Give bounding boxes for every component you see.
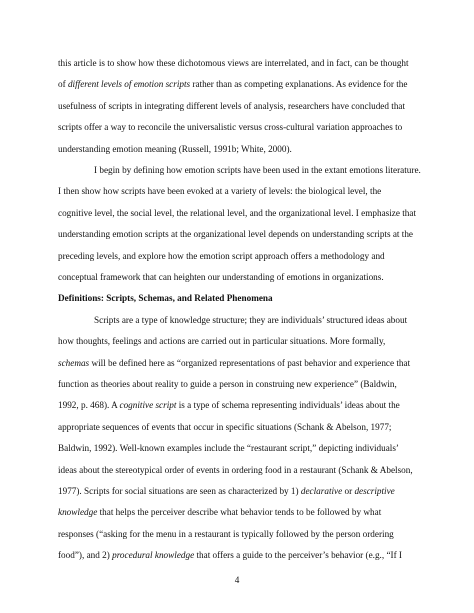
page-number: 4 (234, 575, 240, 585)
text-line (58, 378, 397, 390)
text-line (94, 314, 407, 326)
text-run: how thoughts, feelings and actions are carried out in particular situations. More formally, (58, 336, 386, 347)
text-line (58, 185, 381, 197)
text-line (58, 207, 416, 219)
text-line (58, 121, 402, 133)
text-line (58, 271, 384, 283)
text-run: 1977). Scripts for social situations are seen as characterized by 1) (58, 486, 301, 496)
text-line (58, 464, 413, 476)
text-line (58, 57, 409, 69)
text-run: food”), and 2) (58, 550, 113, 561)
italic-run: knowledge (58, 507, 98, 518)
text-run: 1992, p. 468). A (58, 400, 120, 411)
italic-run: different levels of emotion scripts (67, 79, 191, 90)
text-run: of (58, 79, 68, 90)
section-heading: Definitions: Scripts, Schemas, and Related Phenomena (58, 293, 273, 304)
text-line (58, 528, 394, 540)
text-run: rather than as competing explanations. As evidence for the (190, 79, 408, 90)
text-run: conceptual framework that can heighten our understanding of emotions in organizations. (58, 272, 384, 282)
text-run: ideas about the stereotypical order of events in ordering food in a restaurant (Schank & Abelson, (58, 464, 413, 475)
text-line (58, 485, 395, 497)
text-line (58, 399, 400, 411)
text-run: understanding emotion meaning (Russell, 1991b; White, 2000). (58, 143, 292, 154)
text-line (58, 78, 407, 90)
text-run: I then show how scripts have been evoked at a variety of levels: the biological level, the (58, 186, 382, 197)
italic-run: descriptive (354, 486, 395, 496)
text-line (58, 549, 402, 561)
italic-run: schemas (58, 357, 90, 368)
text-line (58, 335, 385, 347)
text-line (58, 506, 381, 518)
text-run: Scripts are a type of knowledge structure; they are individuals’ structured ideas about (94, 314, 408, 325)
text-run: will be defined here as “organized representations of past behavior and experience that (89, 357, 411, 368)
text-line (58, 421, 391, 433)
text-line (58, 100, 405, 112)
text-line (58, 442, 399, 454)
text-run: understanding emotion scripts at the organizational level depends on understanding scripts at the (58, 229, 413, 240)
text-line (58, 250, 385, 262)
text-run: that offers a guide to the perceiver’s behavior (e.g., “If I (194, 550, 402, 561)
text-run: usefulness of scripts in integrating different levels of analysis, researchers have concluded that (58, 100, 406, 111)
text-run: responses (“asking for the menu in a restaurant is typically followed by the person ordering (58, 528, 394, 539)
text-run: is a type of schema representing individuals’ ideas about the (176, 400, 400, 411)
text-run: scripts offer a way to reconcile the universalistic versus cross-cultural variation approaches to (58, 122, 403, 133)
text-line (94, 164, 421, 176)
text-run: that helps the perceiver describe what behavior tends to be followed by what (97, 507, 382, 518)
text-run: appropriate sequences of events that occur in specific situations (Schank & Abelson, 1977; (58, 421, 392, 432)
text-line (58, 357, 410, 369)
italic-run: cognitive script (119, 400, 177, 411)
text-run: function as theories about reality to guide a person in construing new experience” (Baldwin, (58, 379, 397, 389)
text-run: or (342, 486, 355, 496)
text-run: this article is to show how these dichotomous views are interrelated, and in fact, can be thought (58, 58, 409, 68)
text-run: cognitive level, the social level, the relational level, and the organizational level. I emphasize that (58, 207, 417, 218)
text-run: I begin by defining how emotion scripts have been used in the extant emotions literature. (94, 165, 421, 175)
text-run: preceding levels, and explore how the emotion script approach offers a methodology and (58, 250, 385, 261)
italic-run: declarative (300, 486, 343, 496)
italic-run: procedural knowledge (112, 550, 195, 561)
text-run: Baldwin, 1992). Well-known examples include the “restaurant script,” depicting individuals’ (58, 443, 399, 454)
text-line (58, 228, 413, 240)
text-line (58, 143, 292, 155)
